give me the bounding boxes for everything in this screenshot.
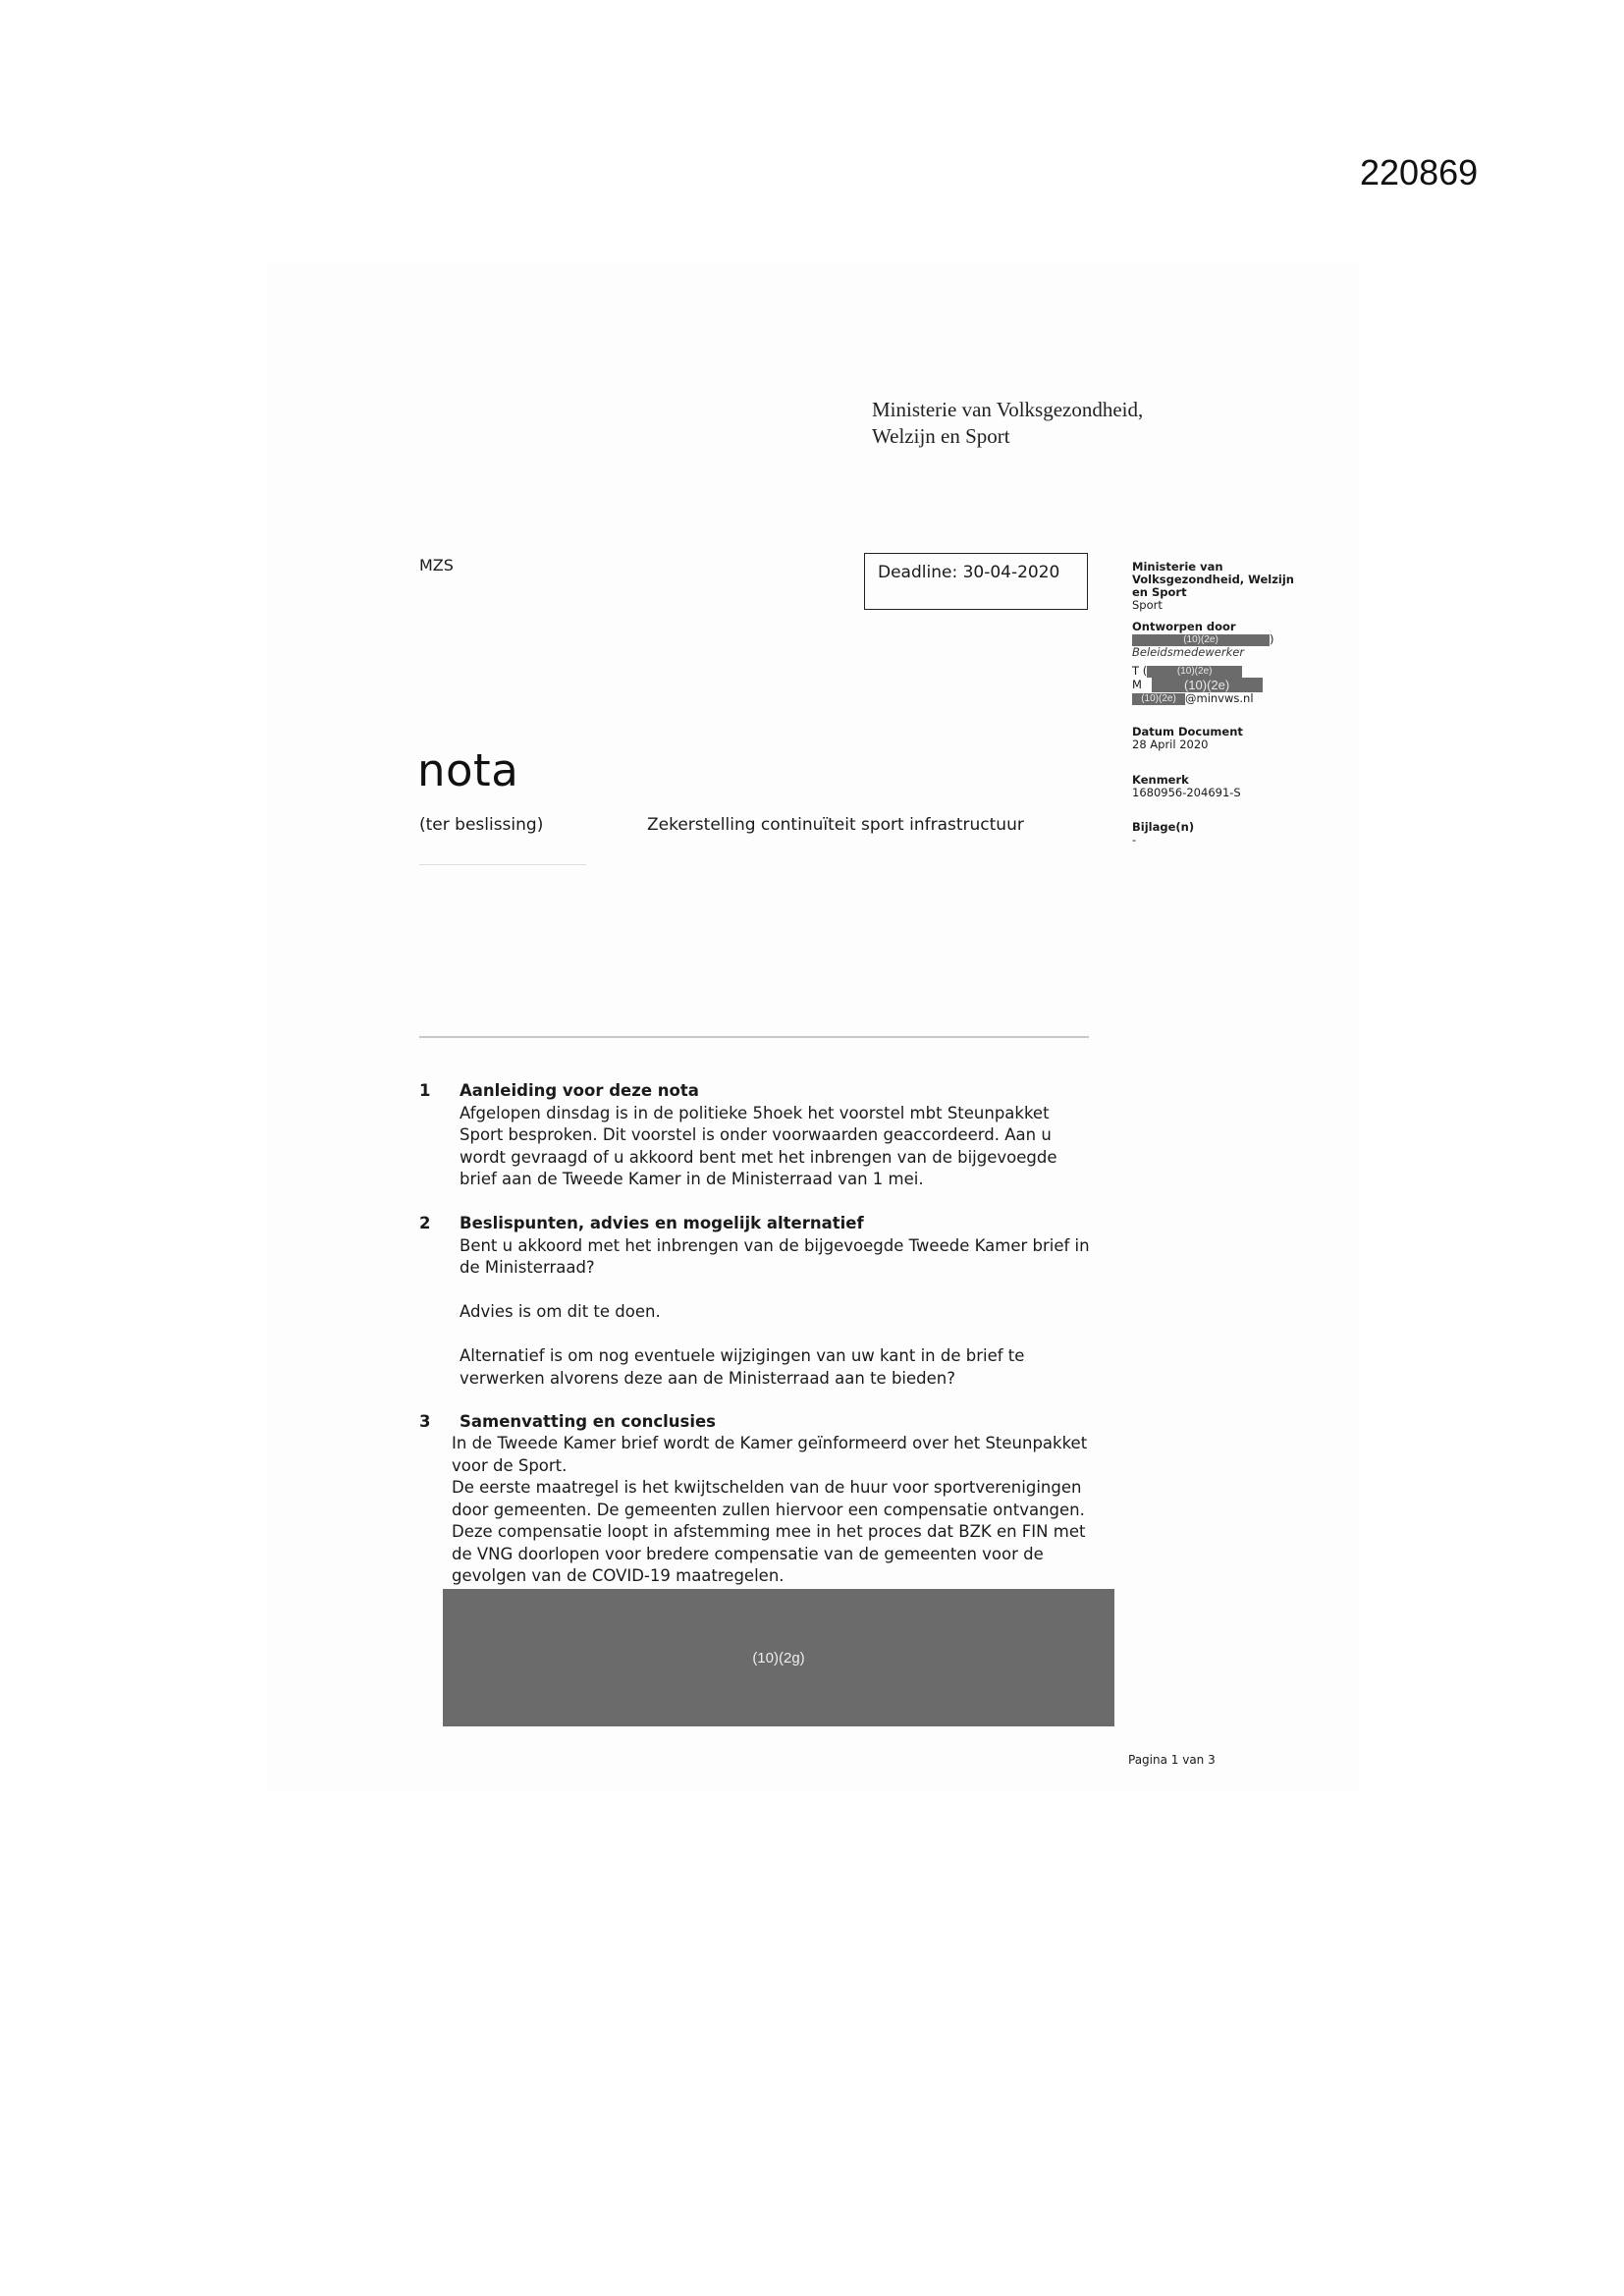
- section-2-line: Alternatief is om nog eventuele wijzigingen van uw kant in de brief te: [460, 1346, 1025, 1365]
- redaction-block-code: (10)(2g): [752, 1649, 805, 1667]
- short-divider: [419, 864, 586, 865]
- reference-value: 1680956-204691-S: [1132, 786, 1241, 799]
- section-divider: [419, 1036, 1089, 1038]
- section-3-line: De eerste maatregel is het kwijtschelden van de huur voor sportverenigingen: [452, 1478, 1082, 1497]
- section-3-line: de VNG doorlopen voor bredere compensatie van de gemeenten voor de: [452, 1544, 1044, 1563]
- document-date-label: Datum Document: [1132, 725, 1243, 738]
- drafted-paren: ): [1270, 632, 1274, 646]
- ministry-logo-text: [872, 397, 1143, 450]
- section-2-line: Advies is om dit te doen.: [460, 1302, 661, 1321]
- nota-subtitle: (ter beslissing): [419, 815, 544, 835]
- redaction-email: (10)(2e): [1132, 693, 1185, 705]
- redaction-drafted-by: (10)(2e): [1132, 634, 1270, 646]
- section-1-line: Afgelopen dinsdag is in de politieke 5hoek het voorstel mbt Steunpakket: [460, 1103, 1050, 1122]
- org-line-3: en Sport: [1132, 585, 1187, 599]
- section-3-line: voor de Sport.: [452, 1455, 568, 1475]
- section-3-heading: Samenvatting en conclusies: [460, 1412, 716, 1431]
- redaction-phone: (10)(2e): [1147, 666, 1242, 678]
- section-3-line: Deze compensatie loopt in afstemming mee in het proces dat BZK en FIN met: [452, 1522, 1086, 1541]
- recipient-code: MZS: [419, 556, 454, 574]
- paragraph-gap: [460, 1324, 1127, 1346]
- document-number: 220869: [1360, 152, 1479, 192]
- section-3-body: [452, 1433, 1129, 1588]
- email-domain: @minvws.nl: [1185, 691, 1254, 705]
- nota-title: nota: [417, 744, 519, 796]
- section-2-line: verwerken alvorens deze aan de Ministerraad aan te bieden?: [460, 1368, 955, 1388]
- phone-row: [1132, 665, 1328, 678]
- section-2-line: de Ministerraad?: [460, 1258, 595, 1277]
- attachments-value: -: [1132, 833, 1137, 847]
- section-1-number: 1: [419, 1081, 431, 1100]
- deadline-box: Deadline: 30-04-2020: [864, 553, 1088, 610]
- ministry-line-1: Ministerie van Volksgezondheid,: [872, 398, 1144, 421]
- section-2-line: Bent u akkoord met het inbrengen van de bijgevoegde Tweede Kamer brief in: [460, 1235, 1090, 1255]
- org-line-2: Volksgezondheid, Welzijn: [1132, 573, 1294, 586]
- redaction-block: [443, 1589, 1114, 1726]
- nota-subject: Zekerstelling continuïteit sport infrastructuur: [647, 815, 1024, 835]
- phone-label: T: [1132, 664, 1140, 678]
- redaction-mobile: (10)(2e): [1152, 678, 1263, 692]
- section-3-line: door gemeenten. De gemeenten zullen hiervoor een compensatie ontvangen.: [452, 1500, 1085, 1519]
- section-3-head-wrap: [460, 1411, 1127, 1434]
- section-1-line: wordt gevraagd of u akkoord bent met het inbrengen van de bijgevoegde: [460, 1147, 1057, 1167]
- mobile-label: M: [1132, 678, 1142, 691]
- section-3-line: In de Tweede Kamer brief wordt de Kamer geïnformeerd over het Steunpakket: [452, 1434, 1088, 1452]
- page-number: Pagina 1 van 3: [1128, 1753, 1216, 1767]
- mobile-row: [1132, 678, 1328, 692]
- section-3-number: 3: [419, 1412, 431, 1431]
- section-1-body: [460, 1080, 1127, 1191]
- attachments-label: Bijlage(n): [1132, 820, 1195, 834]
- section-1-line: Sport besproken. Dit voorstel is onder voorwaarden geaccordeerd. Aan u: [460, 1125, 1052, 1144]
- section-3-line: gevolgen van de COVID-19 maatregelen.: [452, 1566, 785, 1585]
- section-1-heading: Aanleiding voor deze nota: [460, 1081, 699, 1100]
- role: Beleidsmedewerker: [1132, 645, 1245, 659]
- section-2-number: 2: [419, 1214, 431, 1232]
- section-1-line: brief aan de Tweede Kamer in de Ministerraad van 1 mei.: [460, 1170, 924, 1188]
- reference-label: Kenmerk: [1132, 773, 1189, 787]
- drafted-by-label: Ontworpen door: [1132, 620, 1236, 633]
- phone-paren: (: [1142, 664, 1148, 678]
- section-2-heading: Beslispunten, advies en mogelijk alternatief: [460, 1214, 864, 1232]
- document-date-value: 28 April 2020: [1132, 738, 1209, 751]
- paragraph-gap: [460, 1280, 1127, 1302]
- ministry-line-2: Welzijn en Sport: [872, 424, 1010, 448]
- metadata-sidebar: [1132, 561, 1328, 847]
- email-row: [1132, 692, 1328, 705]
- org-line-1: Ministerie van: [1132, 560, 1223, 574]
- department: Sport: [1132, 598, 1163, 612]
- section-2-body: [460, 1213, 1127, 1390]
